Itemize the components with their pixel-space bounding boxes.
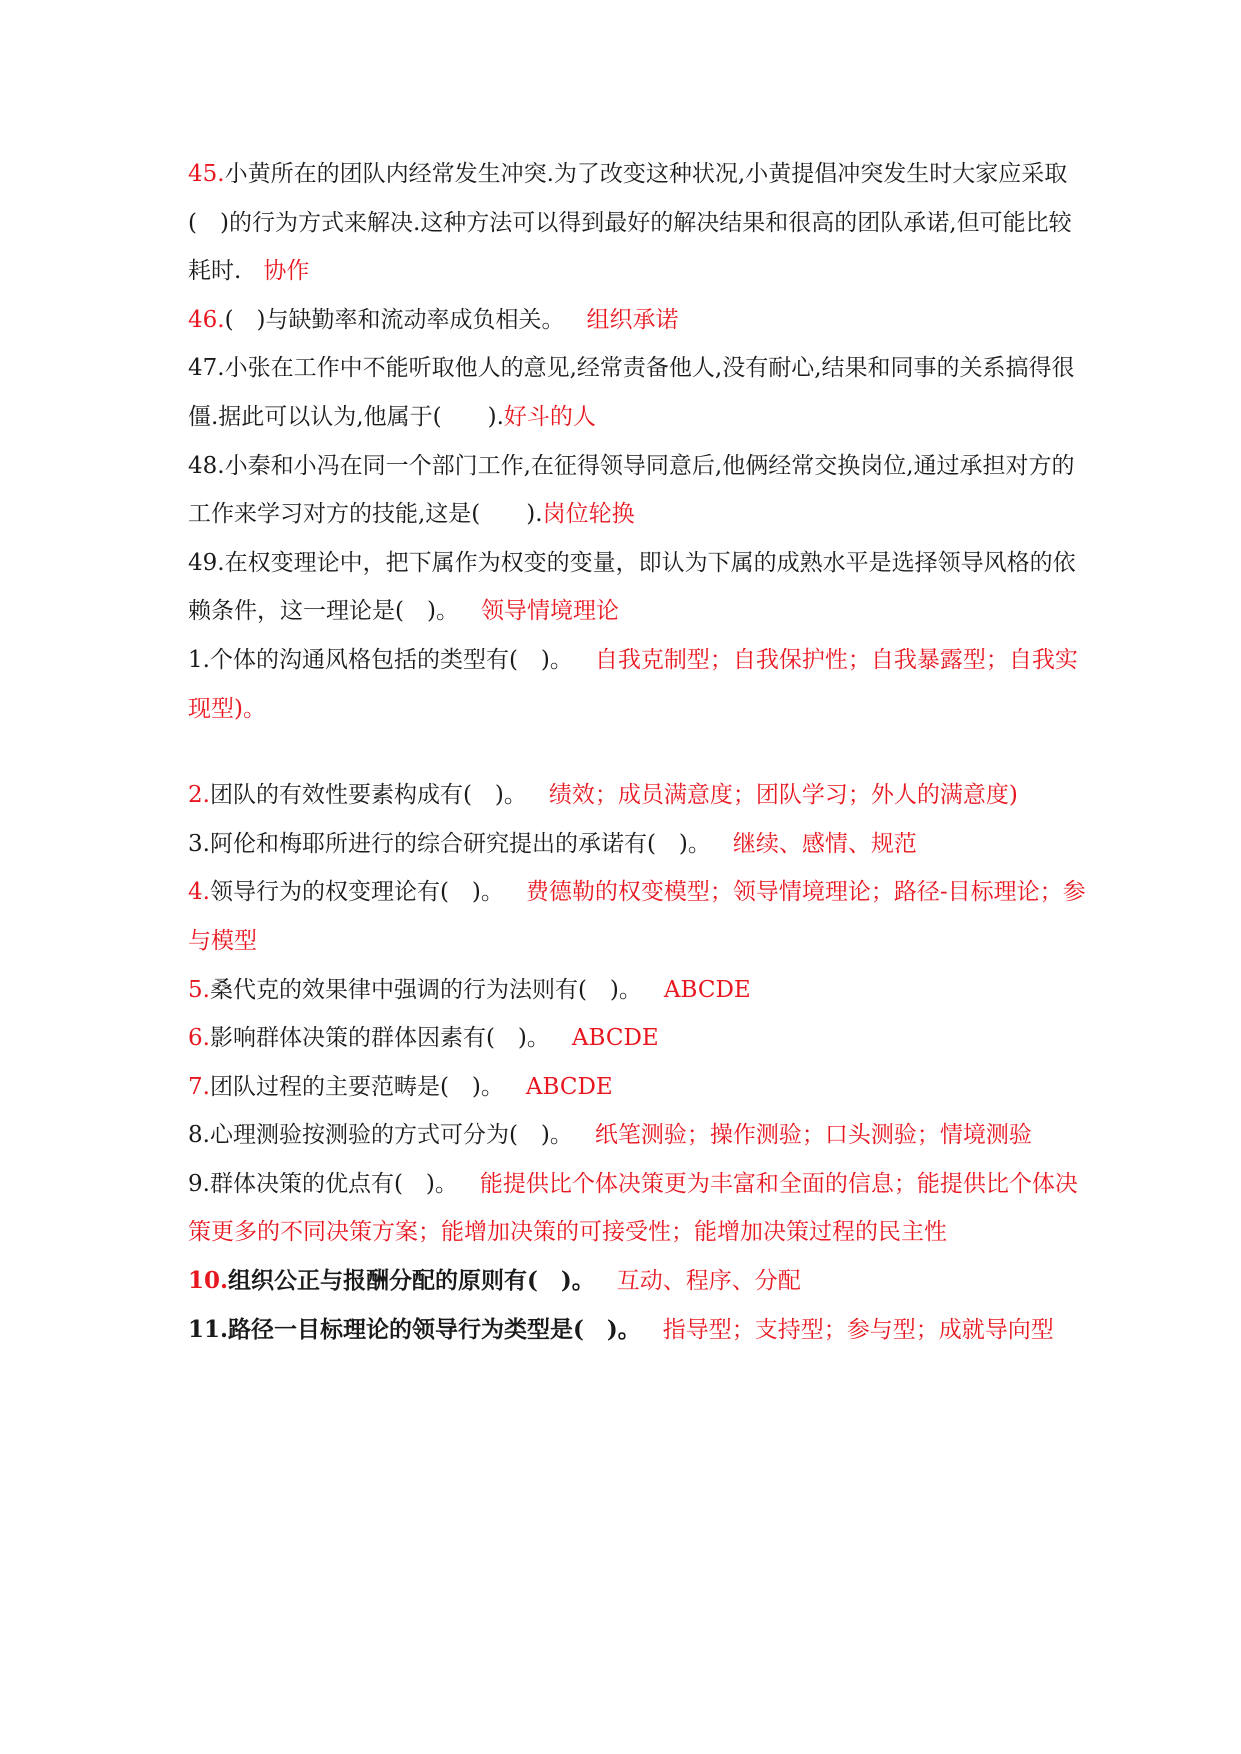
answer-text: 自我克制型；自我保护性；自我暴露型；自我实现型)。 xyxy=(188,646,1078,722)
blank-gap xyxy=(188,733,1088,771)
question-9 xyxy=(188,1160,1088,1257)
question-number: 10. xyxy=(188,1267,229,1295)
answer-text: 岗位轮换 xyxy=(542,501,635,528)
answer-text: 绩效；成员满意度；团队学习；外人的满意度) xyxy=(548,782,1018,809)
answer-text: ABCDE xyxy=(663,976,751,1003)
question-number: 9. xyxy=(188,1170,210,1197)
answer-text: ABCDE xyxy=(571,1025,659,1052)
question-4 xyxy=(188,868,1088,965)
question-number: 4. xyxy=(188,879,210,906)
answer-text: 继续、感情、规范 xyxy=(732,830,917,857)
question-text: 小张在工作中不能听取他人的意见,经常责备他人,没有耐心,结果和同事的关系搞得很僵.据此可以认为,他属于( ). xyxy=(188,355,1075,430)
question-text: 路径一目标理论的领导行为类型是( )。 xyxy=(228,1315,641,1343)
question-2 xyxy=(188,771,1088,820)
answer-text: 领导情境理论 xyxy=(480,598,619,625)
question-5 xyxy=(188,966,1088,1015)
question-number: 45. xyxy=(188,161,225,187)
question-number: 5. xyxy=(188,976,210,1003)
question-10 xyxy=(188,1257,1088,1306)
answer-text: 费德勒的权变模型；领导情境理论；路径-目标理论；参与模型 xyxy=(188,879,1086,954)
question-text: 领导行为的权变理论有( )。 xyxy=(209,879,504,906)
question-text: 团队过程的主要范畴是( )。 xyxy=(209,1073,504,1100)
question-number: 49. xyxy=(188,549,225,576)
question-number: 46. xyxy=(188,306,225,333)
question-7 xyxy=(188,1063,1088,1112)
answer-text: 纸笔测验；操作测验；口头测验；情境测验 xyxy=(594,1122,1032,1149)
question-6 xyxy=(188,1014,1088,1063)
question-text: 群体决策的优点有( )。 xyxy=(209,1170,458,1197)
question-number: 6. xyxy=(188,1025,210,1052)
question-text: ( )与缺勤率和流动率成负相关。 xyxy=(224,306,565,333)
document-page xyxy=(188,150,1088,1354)
answer-text: ABCDE xyxy=(525,1073,613,1100)
question-text: 阿伦和梅耶所进行的综合研究提出的承诺有( )。 xyxy=(209,830,711,857)
answer-text: 指导型；支持型；参与型；成就导向型 xyxy=(662,1316,1054,1343)
question-text: 在权变理论中，把下属作为权变的变量，即认为下属的成熟水平是选择领导风格的依赖条件，这一理论是( )。 xyxy=(188,549,1076,625)
question-46 xyxy=(188,296,1088,345)
question-number: 2. xyxy=(188,782,210,809)
question-text: 心理测验按测验的方式可分为( )。 xyxy=(209,1122,573,1149)
question-text: 团队的有效性要素构成有( )。 xyxy=(209,782,527,809)
question-11 xyxy=(188,1306,1088,1355)
question-text: 组织公正与报酬分配的原则有( )。 xyxy=(228,1267,595,1295)
question-text: 小黄所在的团队内经常发生冲突.为了改变这种状况,小黄提倡冲突发生时大家应采取( )的行为方式来解决.这种方法可以得到最好的解决结果和很高的团队承诺,但可能比较耗时. xyxy=(188,161,1072,285)
question-45 xyxy=(188,150,1088,296)
question-text: 桑代克的效果律中强调的行为法则有( )。 xyxy=(209,976,642,1003)
question-8 xyxy=(188,1111,1088,1160)
question-text: 小秦和小冯在同一个部门工作,在征得领导同意后,他俩经常交换岗位,通过承担对方的工作来学习对方的技能,这是( ). xyxy=(188,452,1075,528)
answer-text: 组织承诺 xyxy=(586,306,679,333)
question-49 xyxy=(188,539,1088,636)
question-3 xyxy=(188,820,1088,869)
answer-text: 协作 xyxy=(263,258,310,285)
question-number: 11. xyxy=(188,1315,229,1343)
question-number: 3. xyxy=(188,830,210,857)
question-number: 8. xyxy=(188,1122,210,1149)
question-number: 1. xyxy=(188,646,210,673)
question-number: 48. xyxy=(188,452,225,479)
answer-text: 互动、程序、分配 xyxy=(616,1268,801,1295)
answer-text: 能提供比个体决策更为丰富和全面的信息；能提供比个体决策更多的不同决策方案；能增加决策的可接受性；能增加决策过程的民主性 xyxy=(188,1170,1078,1246)
question-47 xyxy=(188,344,1088,441)
question-48 xyxy=(188,442,1088,539)
question-number: 7. xyxy=(188,1073,210,1100)
question-text: 影响群体决策的群体因素有( )。 xyxy=(209,1025,550,1052)
question-number: 47. xyxy=(188,355,225,382)
answer-text: 好斗的人 xyxy=(503,403,596,430)
question-1 xyxy=(188,636,1088,733)
question-text: 个体的沟通风格包括的类型有( )。 xyxy=(209,646,573,673)
